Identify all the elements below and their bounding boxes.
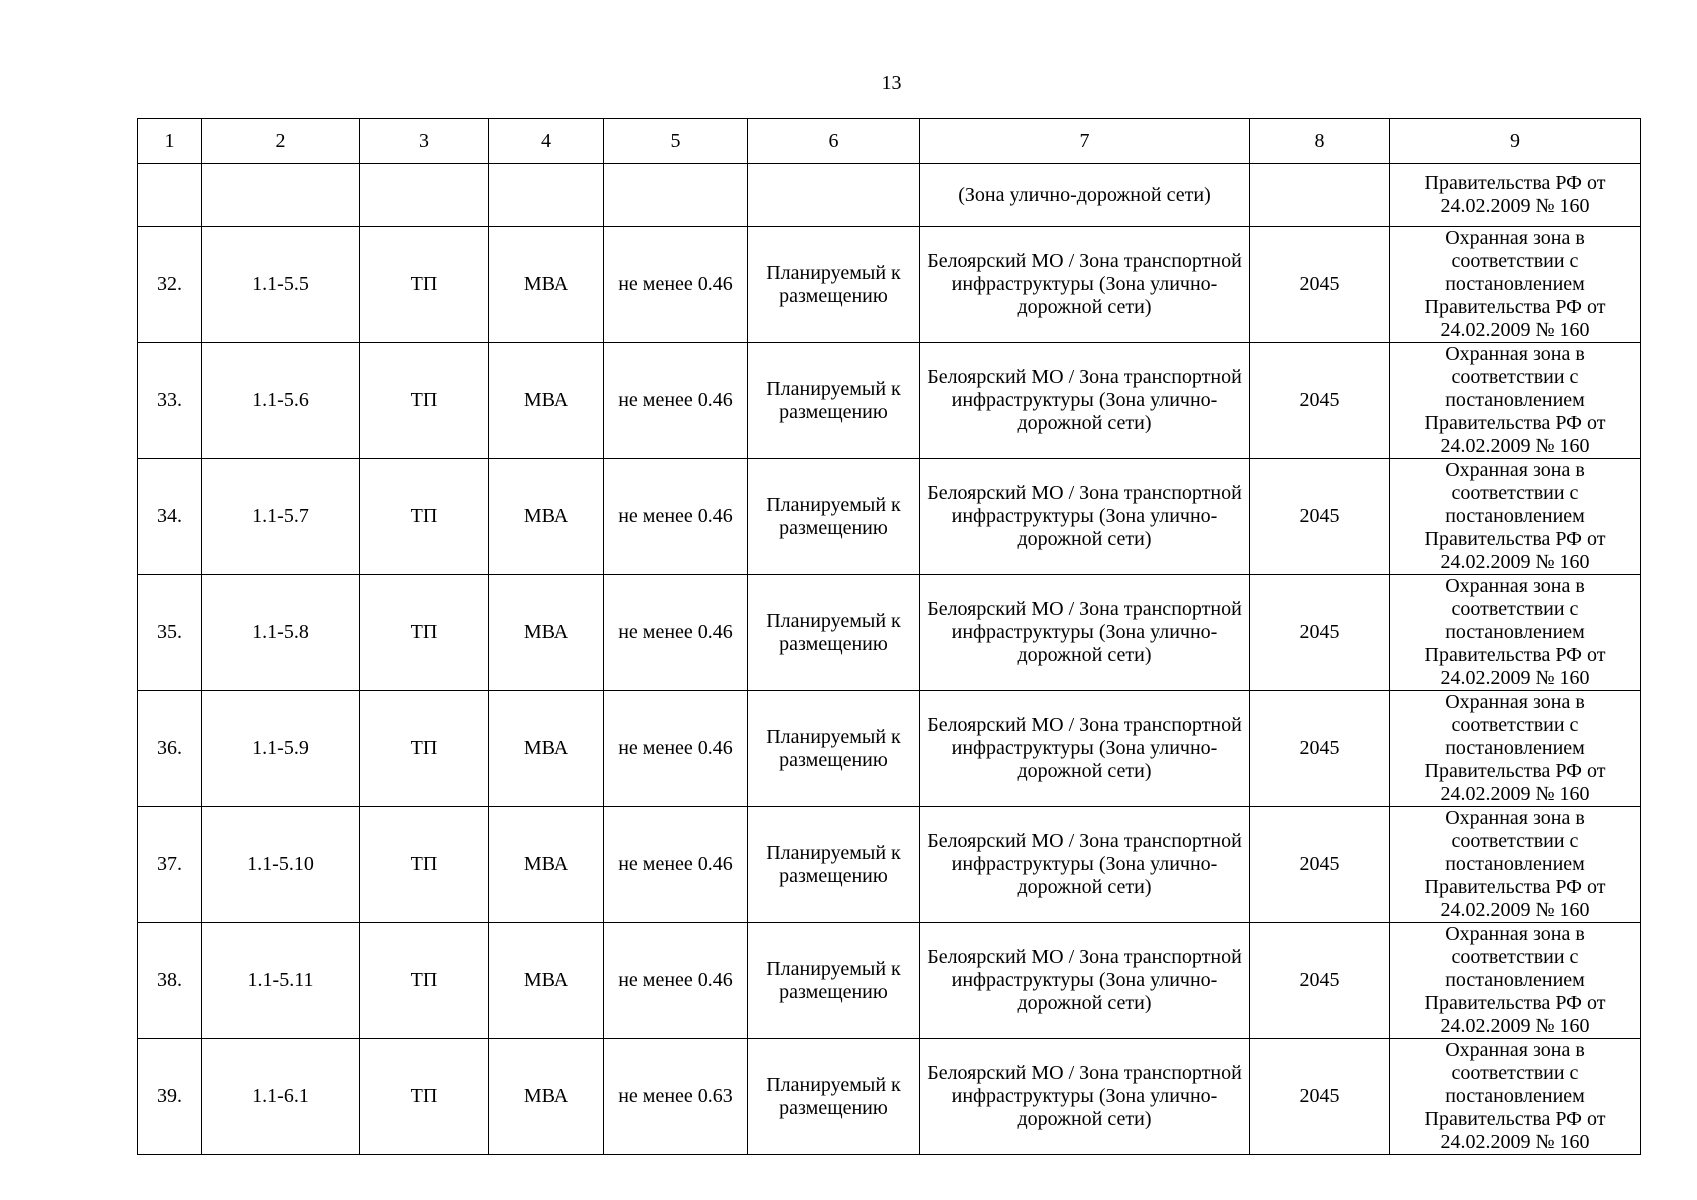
code-cell: 1.1-5.10 [202, 807, 360, 923]
table-row [138, 807, 1641, 923]
code-cell: 1.1-5.8 [202, 575, 360, 691]
power-cell: не менее 0.46 [604, 575, 748, 691]
row-number-cell: 37. [138, 807, 202, 923]
power-cell: не менее 0.63 [604, 1039, 748, 1155]
note-cell: Охранная зона в соответствии с постановлением Правительства РФ от 24.02.2009 № 160 [1390, 807, 1641, 923]
code-cell: 1.1-5.7 [202, 459, 360, 575]
status-cell: Планируемый к размещению [748, 691, 920, 807]
status-cell: Планируемый к размещению [748, 923, 920, 1039]
type-cell: ТП [360, 575, 489, 691]
year-cell: 2045 [1250, 227, 1390, 343]
unit-cell: МВА [489, 1039, 604, 1155]
note-cell: Правительства РФ от 24.02.2009 № 160 [1390, 164, 1641, 227]
year-cell: 2045 [1250, 575, 1390, 691]
year-cell: 2045 [1250, 459, 1390, 575]
table-row [138, 575, 1641, 691]
year-cell: 2045 [1250, 343, 1390, 459]
table-header-row [138, 119, 1641, 164]
power-cell: не менее 0.46 [604, 459, 748, 575]
table-row [138, 691, 1641, 807]
status-cell: Планируемый к размещению [748, 807, 920, 923]
empty-cell [748, 164, 920, 227]
type-cell: ТП [360, 1039, 489, 1155]
zone-cell: Белоярский МО / Зона транспортной инфраструктуры (Зона улично-дорожной сети) [920, 227, 1250, 343]
header-cell-4: 4 [489, 119, 604, 164]
row-number-cell: 36. [138, 691, 202, 807]
empty-cell [202, 164, 360, 227]
type-cell: ТП [360, 227, 489, 343]
power-cell: не менее 0.46 [604, 807, 748, 923]
code-cell: 1.1-5.9 [202, 691, 360, 807]
unit-cell: МВА [489, 923, 604, 1039]
header-cell-9: 9 [1390, 119, 1641, 164]
table-row [138, 459, 1641, 575]
zone-cell: Белоярский МО / Зона транспортной инфраструктуры (Зона улично-дорожной сети) [920, 691, 1250, 807]
code-cell: 1.1-6.1 [202, 1039, 360, 1155]
note-cell: Охранная зона в соответствии с постановлением Правительства РФ от 24.02.2009 № 160 [1390, 459, 1641, 575]
year-cell: 2045 [1250, 691, 1390, 807]
unit-cell: МВА [489, 227, 604, 343]
type-cell: ТП [360, 923, 489, 1039]
note-cell: Охранная зона в соответствии с постановлением Правительства РФ от 24.02.2009 № 160 [1390, 227, 1641, 343]
note-cell: Охранная зона в соответствии с постановлением Правительства РФ от 24.02.2009 № 160 [1390, 575, 1641, 691]
note-cell: Охранная зона в соответствии с постановлением Правительства РФ от 24.02.2009 № 160 [1390, 923, 1641, 1039]
power-cell: не менее 0.46 [604, 691, 748, 807]
table-body [138, 164, 1641, 1155]
unit-cell: МВА [489, 807, 604, 923]
status-cell: Планируемый к размещению [748, 459, 920, 575]
row-number-cell: 39. [138, 1039, 202, 1155]
zone-cell: Белоярский МО / Зона транспортной инфраструктуры (Зона улично-дорожной сети) [920, 807, 1250, 923]
zone-cell: Белоярский МО / Зона транспортной инфраструктуры (Зона улично-дорожной сети) [920, 343, 1250, 459]
status-cell: Планируемый к размещению [748, 575, 920, 691]
page-number: 13 [881, 72, 902, 94]
row-number-cell: 33. [138, 343, 202, 459]
empty-cell [604, 164, 748, 227]
power-cell: не менее 0.46 [604, 227, 748, 343]
header-cell-7: 7 [920, 119, 1250, 164]
table-row [138, 923, 1641, 1039]
header-cell-6: 6 [748, 119, 920, 164]
unit-cell: МВА [489, 459, 604, 575]
header-cell-1: 1 [138, 119, 202, 164]
empty-cell [1250, 164, 1390, 227]
unit-cell: МВА [489, 343, 604, 459]
note-cell: Охранная зона в соответствии с постановлением Правительства РФ от 24.02.2009 № 160 [1390, 343, 1641, 459]
code-cell: 1.1-5.6 [202, 343, 360, 459]
code-cell: 1.1-5.11 [202, 923, 360, 1039]
code-cell: 1.1-5.5 [202, 227, 360, 343]
year-cell: 2045 [1250, 1039, 1390, 1155]
zone-cell: Белоярский МО / Зона транспортной инфраструктуры (Зона улично-дорожной сети) [920, 1039, 1250, 1155]
type-cell: ТП [360, 459, 489, 575]
status-cell: Планируемый к размещению [748, 343, 920, 459]
type-cell: ТП [360, 343, 489, 459]
note-cell: Охранная зона в соответствии с постановлением Правительства РФ от 24.02.2009 № 160 [1390, 691, 1641, 807]
row-number-cell: 32. [138, 227, 202, 343]
note-cell: Охранная зона в соответствии с постановлением Правительства РФ от 24.02.2009 № 160 [1390, 1039, 1641, 1155]
status-cell: Планируемый к размещению [748, 227, 920, 343]
power-cell: не менее 0.46 [604, 923, 748, 1039]
continuation-row [138, 164, 1641, 227]
empty-cell [360, 164, 489, 227]
zone-cell: Белоярский МО / Зона транспортной инфраструктуры (Зона улично-дорожной сети) [920, 923, 1250, 1039]
zone-cell: (Зона улично-дорожной сети) [920, 164, 1250, 227]
type-cell: ТП [360, 691, 489, 807]
header-cell-5: 5 [604, 119, 748, 164]
header-cell-2: 2 [202, 119, 360, 164]
row-number-cell: 38. [138, 923, 202, 1039]
table-row [138, 1039, 1641, 1155]
empty-cell [489, 164, 604, 227]
empty-cell [138, 164, 202, 227]
row-number-cell: 34. [138, 459, 202, 575]
row-number-cell: 35. [138, 575, 202, 691]
zone-cell: Белоярский МО / Зона транспортной инфраструктуры (Зона улично-дорожной сети) [920, 575, 1250, 691]
unit-cell: МВА [489, 691, 604, 807]
unit-cell: МВА [489, 575, 604, 691]
type-cell: ТП [360, 807, 489, 923]
status-cell: Планируемый к размещению [748, 1039, 920, 1155]
facilities-table [137, 118, 1641, 1155]
power-cell: не менее 0.46 [604, 343, 748, 459]
header-cell-3: 3 [360, 119, 489, 164]
year-cell: 2045 [1250, 923, 1390, 1039]
zone-cell: Белоярский МО / Зона транспортной инфраструктуры (Зона улично-дорожной сети) [920, 459, 1250, 575]
table-row [138, 343, 1641, 459]
header-cell-8: 8 [1250, 119, 1390, 164]
year-cell: 2045 [1250, 807, 1390, 923]
table-row [138, 227, 1641, 343]
